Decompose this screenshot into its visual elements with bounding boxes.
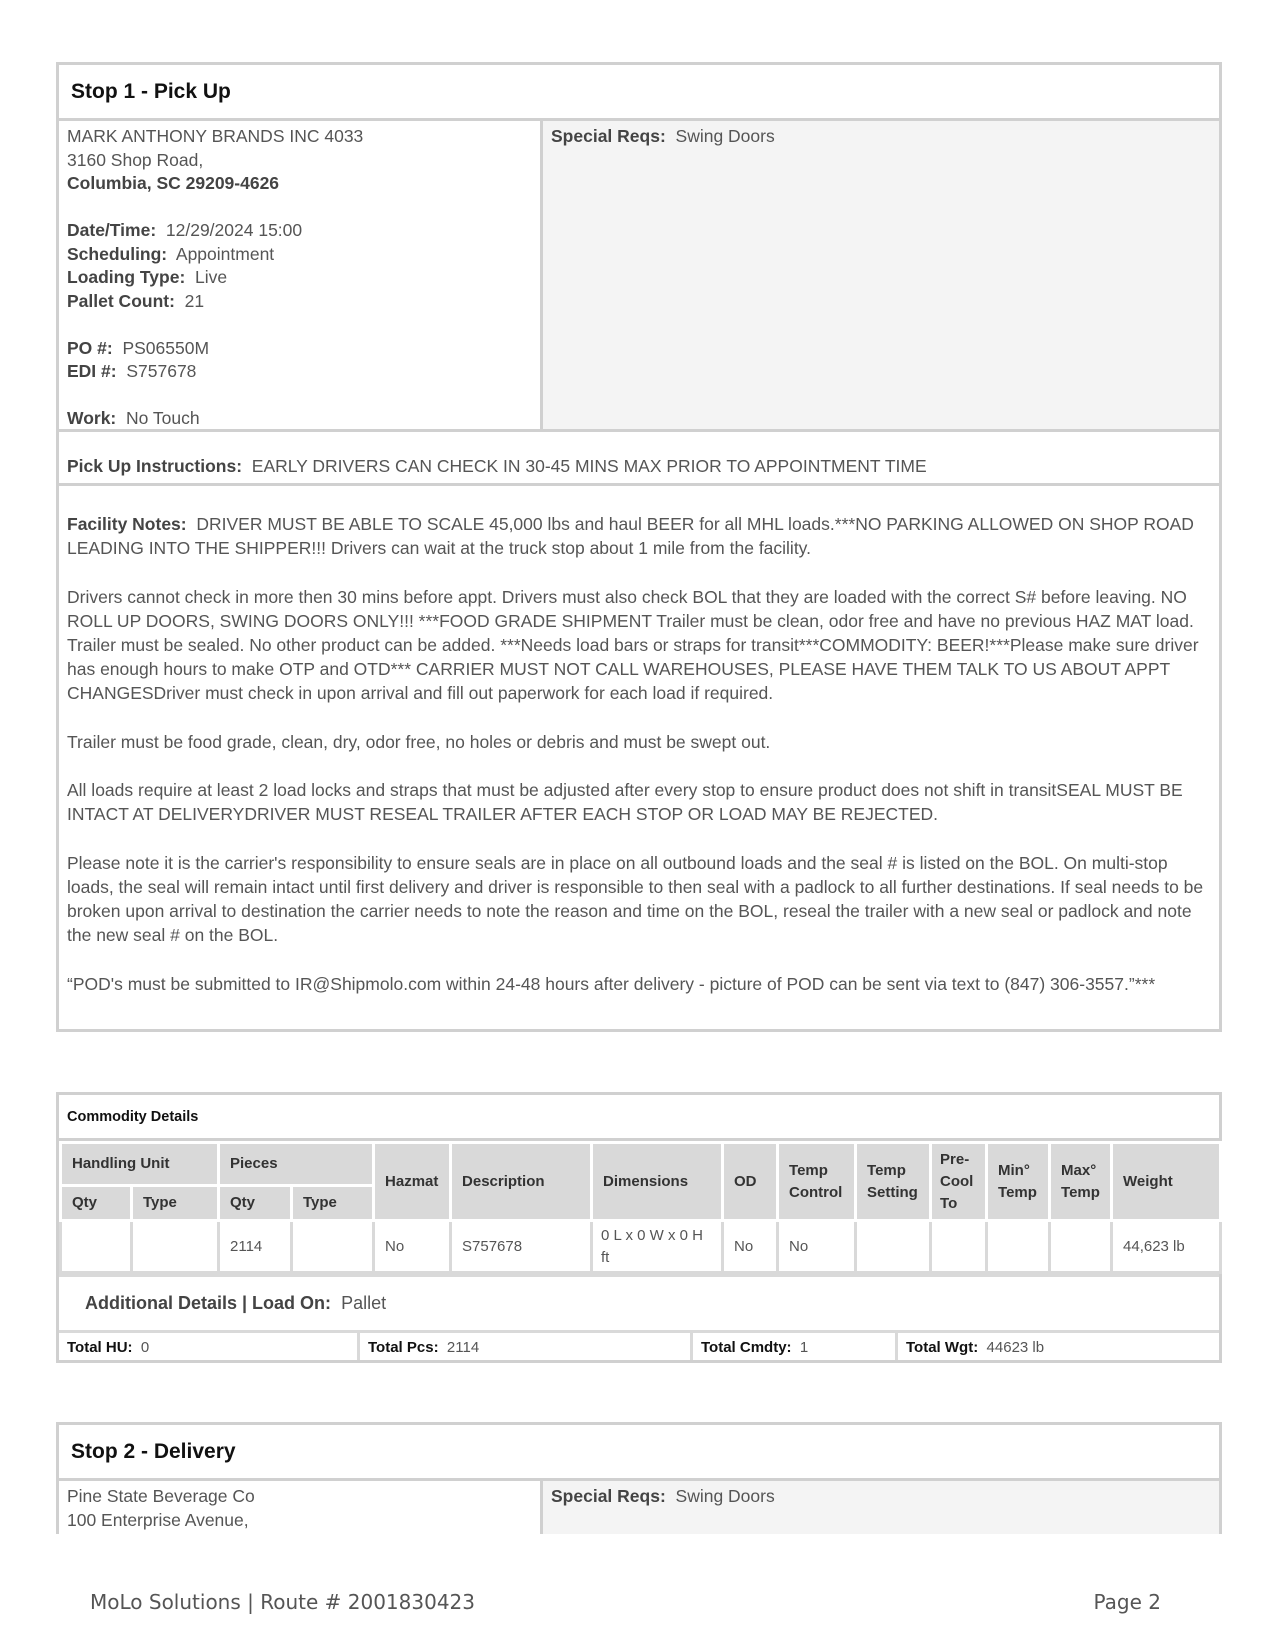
cell-temp-setting xyxy=(856,1221,931,1273)
stop-2-address-panel xyxy=(59,1481,543,1534)
th-description: Description xyxy=(451,1143,592,1221)
total-pcs: Total Pcs: 2114 xyxy=(360,1333,693,1360)
facility-note-1: Facility Notes: DRIVER MUST BE ABLE TO SCALE 45,000 lbs and haul BEER for all MHL loads.***NO PARKING ALLOWED ON SHOP ROAD LEADING INTO THE SHIPPER!!! Drivers can wait at the truck stop about 1 mile from the facility. xyxy=(67,514,1194,559)
th-min-temp: Min° Temp xyxy=(987,1143,1050,1221)
stop-2-section xyxy=(56,1422,1222,1534)
commodity-title: Commodity Details xyxy=(59,1095,1219,1141)
commodity-details-section xyxy=(56,1092,1222,1363)
pickup-instructions: Pick Up Instructions: EARLY DRIVERS CAN CHECK IN 30-45 MINS MAX PRIOR TO APPOINTMENT TIME xyxy=(59,432,1219,486)
stop-1-section xyxy=(56,62,1222,1032)
cell-min-temp xyxy=(987,1221,1050,1273)
th-max-temp: Max° Temp xyxy=(1050,1143,1112,1221)
commodity-totals xyxy=(59,1330,1219,1360)
facility-note-6: “POD's must be submitted to IR@Shipmolo.com within 24-48 hours after delivery - picture of POD can be sent via text to (847) 306-3557.”*** xyxy=(67,973,1156,994)
facility-note-3: Trailer must be food grade, clean, dry, odor free, no holes or debris and must be swept out. xyxy=(67,731,771,752)
total-wgt: Total Wgt: 44623 lb xyxy=(906,1339,1045,1356)
th-dimensions: Dimensions xyxy=(592,1143,723,1221)
th-pre-cool: Pre-Cool To xyxy=(931,1143,987,1221)
cell-hu-type xyxy=(132,1221,219,1273)
cell-od: No xyxy=(723,1221,778,1273)
th-handling-unit: Handling Unit xyxy=(61,1143,219,1186)
stop-1-address: 3160 Shop Road, xyxy=(67,149,204,170)
stop-1-special-reqs: Special Reqs: Swing Doors xyxy=(543,121,1219,429)
stop-2-address: 100 Enterprise Avenue, xyxy=(67,1509,249,1530)
facility-notes xyxy=(59,486,1219,996)
stop-1-loading-type: Loading Type: Live xyxy=(67,267,228,287)
th-pcs-type: Type xyxy=(292,1186,374,1221)
stop-2-special-reqs: Special Reqs: Swing Doors xyxy=(543,1481,1219,1534)
cell-pre-cool xyxy=(931,1221,987,1273)
total-hu: Total HU: 0 xyxy=(59,1333,360,1360)
stop-1-pallet-count: Pallet Count: 21 xyxy=(67,290,205,311)
stop-1-address-panel xyxy=(59,121,543,429)
stop-1-work: Work: No Touch xyxy=(67,408,200,428)
table-row xyxy=(61,1221,1221,1273)
stop-1-city: Columbia, SC 29209-4626 xyxy=(67,173,280,193)
stop-2-details xyxy=(59,1481,1219,1534)
stop-2-title: Stop 2 - Delivery xyxy=(59,1425,1219,1481)
additional-details: Additional Details | Load On: Pallet xyxy=(59,1274,1219,1330)
stop-1-datetime: Date/Time: 12/29/2024 15:00 xyxy=(67,220,303,240)
th-od: OD xyxy=(723,1143,778,1221)
facility-note-2: Drivers cannot check in more then 30 mins before appt. Drivers must also check BOL that they are loaded with the correct S# before leaving. NO ROLL UP DOORS, SWING DOORS ONLY!!! ***FOOD GRADE SHIPMENT Trailer must be clean, odor free and have no previous HAZ MAT load. Trailer must be sealed. No other product can be added. ***Needs load bars or straps for transit***COMMODITY: BEER!***Please make sure driver has enough hours to make OTP and OTD*** CARRIER MUST NOT CALL WAREHOUSES, PLEASE HAVE THEM TALK TO US ABOUT APPT CHANGESDriver must check in upon arrival and fill out paperwork for each load if required. xyxy=(67,586,1199,704)
th-temp-control: Temp Control xyxy=(778,1143,856,1221)
stop-1-details xyxy=(59,121,1219,432)
th-pcs-qty: Qty xyxy=(219,1186,292,1221)
footer-route: MoLo Solutions | Route # 2001830423 xyxy=(90,1590,475,1614)
cell-hu-qty xyxy=(61,1221,132,1273)
th-hu-type: Type xyxy=(132,1186,219,1221)
cell-temp-control: No xyxy=(778,1221,856,1273)
stop-1-po: PO #: PS06550M xyxy=(67,337,210,358)
total-cmdty: Total Cmdty: 1 xyxy=(693,1333,898,1360)
facility-note-5: Please note it is the carrier's responsibility to ensure seals are in place on all outbound loads and the seal # is listed on the BOL. On multi-stop loads, the seal will remain intact until first delivery and driver is responsible to then seal with a padlock to all further destinations. If seal needs to be broken upon arrival to destination the carrier needs to note the reason and time on the BOL, reseal the trailer with a new seal or padlock and note the new seal # on the BOL. xyxy=(67,852,1204,946)
cell-pcs-qty: 2114 xyxy=(219,1221,292,1273)
stop-1-company: MARK ANTHONY BRANDS INC 4033 xyxy=(67,126,364,146)
th-pieces: Pieces xyxy=(219,1143,374,1186)
cell-description: S757678 xyxy=(451,1221,592,1273)
commodity-table xyxy=(59,1141,1222,1274)
stop-1-title: Stop 1 - Pick Up xyxy=(59,65,1219,121)
stop-1-edi: EDI #: S757678 xyxy=(67,361,197,381)
footer-page-number: Page 2 xyxy=(1093,1590,1161,1614)
th-hu-qty: Qty xyxy=(61,1186,132,1221)
cell-dimensions: 0 L x 0 W x 0 H ft xyxy=(592,1221,723,1273)
cell-max-temp xyxy=(1050,1221,1112,1273)
cell-pcs-type xyxy=(292,1221,374,1273)
stop-2-company: Pine State Beverage Co xyxy=(67,1486,255,1506)
facility-note-4: All loads require at least 2 load locks and straps that must be adjusted after every stop to ensure product does not shift in transitSEAL MUST BE INTACT AT DELIVERYDRIVER MUST RESEAL TRAILER AFTER EACH STOP OR LOAD MAY BE REJECTED. xyxy=(67,780,1183,825)
th-temp-setting: Temp Setting xyxy=(856,1143,931,1221)
stop-1-scheduling: Scheduling: Appointment xyxy=(67,243,275,264)
cell-hazmat: No xyxy=(374,1221,451,1273)
th-weight: Weight xyxy=(1112,1143,1221,1221)
cell-weight: 44,623 lb xyxy=(1112,1221,1221,1273)
th-hazmat: Hazmat xyxy=(374,1143,451,1221)
